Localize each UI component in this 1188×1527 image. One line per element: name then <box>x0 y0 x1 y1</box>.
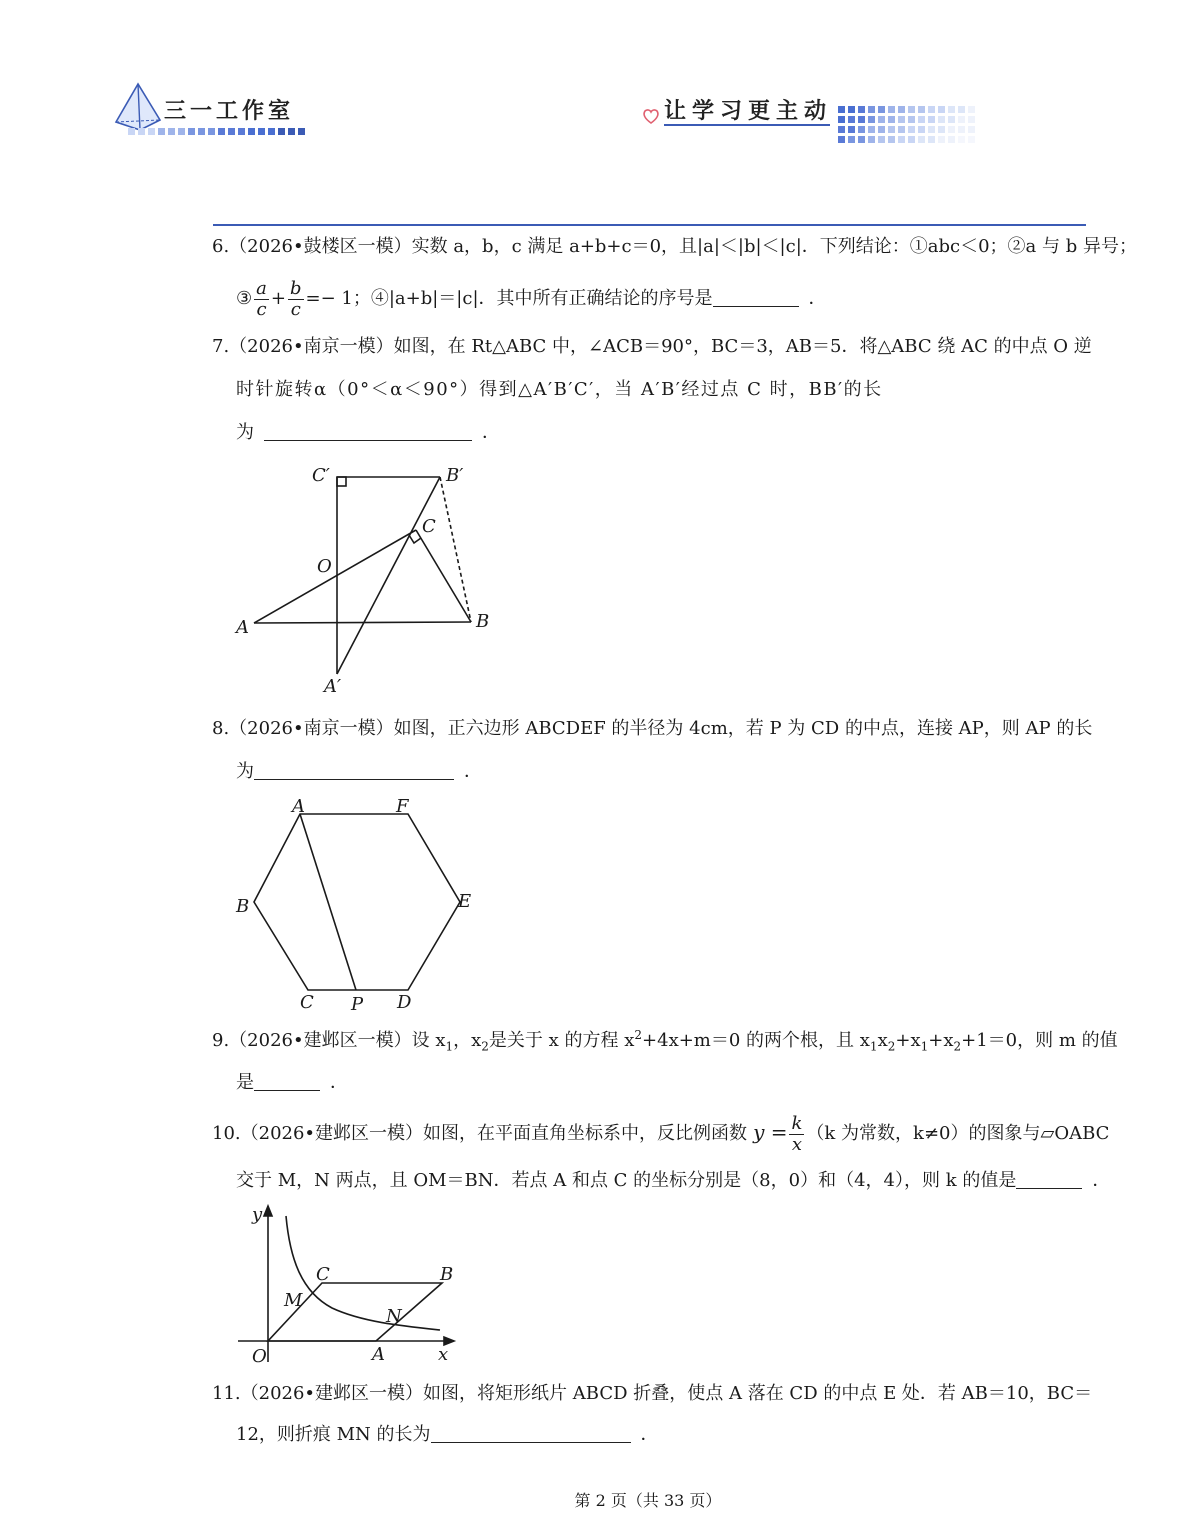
q9-text-a: 9.（2026•建邺区一模）设 x <box>212 1030 446 1051</box>
q9-sup2: 2 <box>634 1028 643 1042</box>
q7-seg-C-B <box>416 530 471 622</box>
q6-frac1-num: a <box>256 277 267 299</box>
q10-y-arrow <box>264 1206 272 1216</box>
q9-text-e: x <box>877 1030 888 1051</box>
q9-text-c: 是关于 x 的方程 x <box>488 1030 635 1051</box>
q8-figure <box>228 794 488 1016</box>
q10-label-y: y <box>252 1204 263 1225</box>
q7-seg-A-C <box>254 530 416 623</box>
q10-line2 <box>236 1168 1110 1194</box>
q6-eq-text: =− 1；④|a+b|＝|c|．其中所有正确结论的序号是 <box>305 288 713 309</box>
q11-line2-start: 12，则折痕 MN 的长为 <box>236 1424 431 1445</box>
q7-label-B: B <box>476 611 490 632</box>
q6-frac2-num: b <box>289 277 302 299</box>
q10-frac-k-over-x <box>789 1114 804 1155</box>
q10-frac-den: x <box>791 1133 803 1155</box>
q10-label-N: N <box>386 1306 402 1327</box>
q8-line2-start: 为 <box>236 761 254 782</box>
q9-end: ． <box>330 1072 348 1093</box>
q8-label-D: D <box>397 992 412 1013</box>
q10-label-A: A <box>372 1344 385 1365</box>
logo-text: 三一工作室 <box>164 99 295 124</box>
q7-seg-Bp-B-dashed <box>440 477 471 622</box>
q9-sub1: 1 <box>445 1039 454 1054</box>
q8-label-F: F <box>396 796 409 817</box>
q7-label-O: O <box>317 556 332 577</box>
q10-label-O: O <box>252 1346 267 1367</box>
q8-answer-blank[interactable] <box>254 761 454 780</box>
q9-text-b: ，x <box>453 1030 482 1051</box>
q7-label-C: C <box>422 516 436 537</box>
q6-circ3: ③ <box>236 288 253 309</box>
q6-frac-b-over-c <box>288 279 304 320</box>
q7-seg-Ap-Bp <box>337 477 440 674</box>
q11-answer-blank[interactable] <box>431 1424 631 1443</box>
q7-label-Cp: C′ <box>312 465 330 486</box>
q7-line2: 时针旋转α（0°＜α＜90°）得到△A′B′C′，当 A′B′经过点 C 时，BB′的长 <box>236 379 883 400</box>
q10-text-a: 10.（2026•建邺区一模）如图，在平面直角坐标系中，反比例函数 <box>212 1123 748 1144</box>
q9-line2 <box>236 1070 348 1096</box>
slogan-underline <box>664 124 830 126</box>
q8-hexagon <box>254 814 460 990</box>
q10-line2-text: 交于 M，N 两点，且 OM＝BN．若点 A 和点 C 的坐标分别是（8，0）和（4，4），则 k 的值是 <box>236 1170 1017 1191</box>
q7-end: ． <box>482 422 500 443</box>
q6-frac-a-over-c <box>254 279 269 320</box>
q6-line1: 6.（2026•鼓楼区一模）实数 a，b，c 满足 a+b+c＝0，且|a|＜|b|＜|c|．下列结论：①abc＜0；②a 与 b 异号； <box>212 236 1137 257</box>
q10-label-B: B <box>440 1264 454 1285</box>
q7-line1: 7.（2026•南京一模）如图，在 Rt△ABC 中，∠ACB＝90°，BC＝3，AB＝5．将△ABC 绕 AC 的中点 O 逆 <box>212 336 1092 357</box>
q10-y-eq: y = <box>753 1120 788 1144</box>
q9-sub5: 1 <box>920 1039 929 1054</box>
q9-line2-start: 是 <box>236 1072 254 1093</box>
logo-dot-strip <box>128 128 305 135</box>
q11-line2 <box>236 1422 659 1448</box>
q9-sub2: 2 <box>481 1039 489 1054</box>
q6-frac1-den: c <box>256 298 267 320</box>
q7-label-Bp: B′ <box>446 465 464 486</box>
q10-label-x: x <box>438 1344 449 1365</box>
q8-seg-A-P <box>300 814 356 990</box>
q11-end: ． <box>640 1424 659 1445</box>
q9-text-h: +1＝0，则 m 的值 <box>961 1030 1118 1051</box>
q8-label-E: E <box>458 891 472 912</box>
q7-label-Ap: A′ <box>324 676 342 697</box>
q8-label-B: B <box>236 896 250 917</box>
pyramid-logo-icon <box>112 82 164 134</box>
q10-answer-blank[interactable] <box>1016 1170 1082 1189</box>
page-header <box>108 72 1137 1510</box>
q10-hyperbola <box>286 1216 440 1330</box>
q9-sub6: 2 <box>953 1039 962 1054</box>
q7-right-angle-Cp <box>337 477 346 486</box>
q10-label-C: C <box>316 1264 330 1285</box>
q9-text-f: +x <box>895 1030 921 1051</box>
q9-text-d: +4x+m＝0 的两个根，且 x <box>642 1030 870 1051</box>
q7-seg-A-B <box>254 622 471 623</box>
q6-line2 <box>236 274 827 324</box>
header-rule <box>213 224 1086 226</box>
q7-figure <box>228 460 508 700</box>
q11-line1: 11.（2026•建邺区一模）如图，将矩形纸片 ABCD 折叠，使点 A 落在 CD 的中点 E 处．若 AB＝10，BC＝ <box>212 1383 1093 1404</box>
q6-answer-blank[interactable] <box>713 288 799 307</box>
q8-line1: 8.（2026•南京一模）如图，正六边形 ABCDEF 的半径为 4cm，若 P 为 CD 的中点，连接 AP，则 AP 的长 <box>212 718 1093 739</box>
q7-label-A: A <box>236 617 249 638</box>
q9-sub3: 1 <box>869 1039 878 1054</box>
q8-line2 <box>236 759 482 785</box>
q6-frac2-den: c <box>290 298 301 320</box>
q10-end: ． <box>1092 1170 1111 1191</box>
q6-plus: + <box>270 288 286 309</box>
q8-label-P: P <box>351 994 364 1015</box>
slogan-text: 让学习更主动 <box>664 99 833 124</box>
q7-line3 <box>236 420 500 446</box>
page-footer: 第 2 页（共 33 页） <box>574 1491 722 1510</box>
q7-answer-blank[interactable] <box>264 422 472 441</box>
q6-end: ． <box>808 288 827 309</box>
q10-figure <box>232 1200 468 1368</box>
q8-end: ． <box>464 761 482 782</box>
q10-label-M: M <box>284 1290 303 1311</box>
heart-icon <box>642 108 660 124</box>
q8-label-C: C <box>300 992 314 1013</box>
slogan-dot-grid <box>838 106 975 143</box>
q7-line3-start: 为 <box>236 422 254 443</box>
q10-frac-num: k <box>791 1112 803 1134</box>
q9-line1 <box>212 1028 1118 1054</box>
q8-label-A: A <box>292 796 305 817</box>
q9-answer-blank[interactable] <box>254 1072 320 1091</box>
q10-text-b: （k 为常数，k≠0）的图象与▱OABC <box>806 1123 1110 1144</box>
q10-line1 <box>212 1110 1109 1156</box>
q9-text-g: +x <box>928 1030 954 1051</box>
q9-sub4: 2 <box>887 1039 896 1054</box>
